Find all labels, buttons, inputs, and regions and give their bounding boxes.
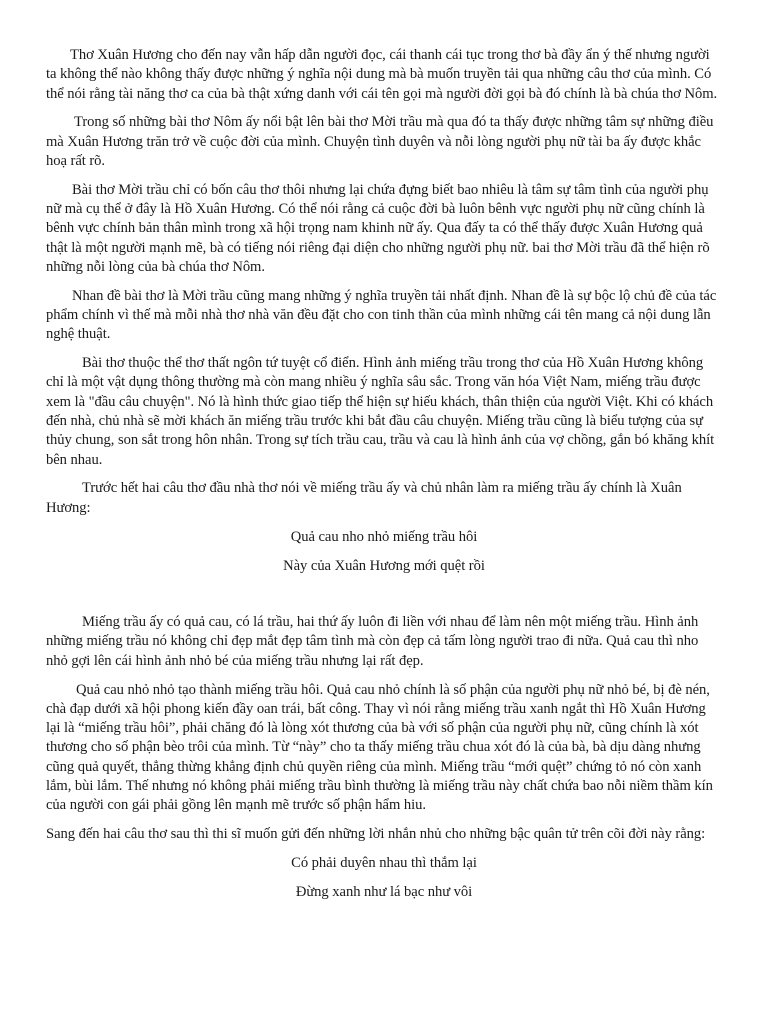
verse-line-3: Có phải duyên nhau thì thắm lại bbox=[291, 854, 477, 871]
paragraph-second-couplet-intro: Sang đến hai câu thơ sau thì thi sĩ muốn gửi đến những lời nhắn nhủ cho những bậc quân tử trên cõi đời này rằng: bbox=[46, 826, 706, 843]
paragraph-first-couplet-intro: Trước hết hai câu thơ đầu nhà thơ nói về miếng trầu ấy và chủ nhân làm ra miếng trầu ấy chính là Xuân Hương: bbox=[46, 480, 682, 516]
document-page bbox=[46, 46, 722, 912]
verse-line-4: Đừng xanh như lá bạc như vôi bbox=[295, 884, 473, 901]
paragraph-title-meaning: Nhan đề bài thơ là Mời trầu cũng mang những ý nghĩa truyền tải nhất định. Nhan đề là sự bộc lộ chủ đề của tác phẩm chính vì thế mà mỗi nhà thơ nhà văn đều đặt cho con tinh thần của mình những cái tên mang cả nội dung lẫn nghệ thuật. bbox=[46, 287, 717, 343]
verse-line-1: Quả cau nho nhỏ miếng trầu hôi bbox=[290, 528, 478, 545]
paragraph-moi-trau-highlight: Trong số những bài thơ Nôm ấy nổi bật lên bài thơ Mời trầu mà qua đó ta thấy được những tâm sự những điều mà Xuân Hương trăn trở về cuộc đời của mình. Chuyện tình duyên và nỗi lòng người phụ nữ tài ba ấy được khắc hoạ rất rõ. bbox=[46, 114, 714, 169]
paragraph-four-lines: Bài thơ Mời trầu chỉ có bốn câu thơ thôi nhưng lại chứa đựng biết bao nhiêu là tâm sự tâm tình của người phụ nữ mà cụ thể ở đây là Hồ Xuân Hương. Có thể nói rằng cả cuộc đời bà luôn bênh vực người phụ nữ cũng chính là bênh vực chính bản thân mình trong xã hội trọng nam khinh nữ ấy. Qua đấy ta có thể thấy được Xuân Hương quả thật là một người mạnh mẽ, bà có tiếng nói riêng đại diện cho những người phụ nữ. bai thơ Mời trầu đã thể hiện rõ những nỗi lòng của bà chúa thơ Nôm. bbox=[46, 181, 710, 275]
verse-line-2: Này của Xuân Hương mới quệt rồi bbox=[283, 557, 485, 574]
paragraph-form-and-symbol: Bài thơ thuộc thể thơ thất ngôn tứ tuyệt cổ điển. Hình ảnh miếng trầu trong thơ của Hồ Xuân Hương không chỉ là một vật dụng thông thường mà còn mang nhiều ý nghĩa sâu sắc. Trong văn hóa Việt Nam, miếng trầu được xem là "đầu câu chuyện". Nó là hình thức giao tiếp thể hiện sự hiếu khách, thân thiện của người Việt. Khi có khách đến nhà, chủ nhà sẽ mời khách ăn miếng trầu trước khi bắt đầu câu chuyện. Miếng trầu cũng là biểu tượng của sự thủy chung, son sắt trong hôn nhân. Trong sự tích trầu cau, trầu và cau là hình ảnh của vợ chồng, gắn bó khăng khít bên nhau. bbox=[46, 355, 715, 468]
verse-spacer bbox=[46, 586, 722, 613]
paragraph-areca-analysis: Quả cau nhỏ nhỏ tạo thành miếng trầu hôi. Quả cau nhỏ chính là số phận của người phụ nữ nhỏ bé, bị đè nén, chà đạp dưới xã hội phong kiến đầy oan trái, bất công. Thay vì nói rằng miếng trầu xanh ngắt thì Hồ Xuân Hương lại là “miếng trầu hôi”, phải chăng đó là lòng xót thương của bà với số phận của người phụ nữ, cũng chính là xót thương cho số phận bèo trôi của mình. Từ “này” cho ta thấy miếng trầu chua xót đó là của bà, bà dịu dàng nhưng cũng quả quyết, thẳng thừng khẳng định chủ quyền riêng của mình. Miếng trầu “mới quệt” chứng tỏ nó còn xanh lắm, bùi lắm. Thế nhưng nó không phải miếng trầu bình thường là miếng trầu này chất chứa bao nỗi niềm thầm kín của người con gái phải gồng lên mạnh mẽ trước số phận hẩm hiu. bbox=[46, 681, 713, 814]
paragraph-intro: Thơ Xuân Hương cho đến nay vẫn hấp dẫn người đọc, cái thanh cái tục trong thơ bà đầy ẩn ý thế nhưng người ta không thể nào không thấy được những ý nghĩa nội dung mà bà muốn truyền tải qua những câu thơ của mình. Có thể nói rằng tài năng thơ ca của bà thật xứng danh với cái tên gọi mà người đời gọi bà đó chính là bà chúa thơ Nôm. bbox=[46, 47, 718, 102]
paragraph-betel-description: Miếng trầu ấy có quả cau, có lá trầu, hai thứ ấy luôn đi liền với nhau để làm nên một miếng trầu. Hình ảnh những miếng trầu nó không chỉ đẹp mắt đẹp tâm tình mà còn đẹp cả tấm lòng người trao đi nữa. Quả cau thì nho nhỏ gợi lên cái hình ảnh nhỏ bé của miếng trầu nhưng lại rất đẹp. bbox=[46, 614, 699, 669]
